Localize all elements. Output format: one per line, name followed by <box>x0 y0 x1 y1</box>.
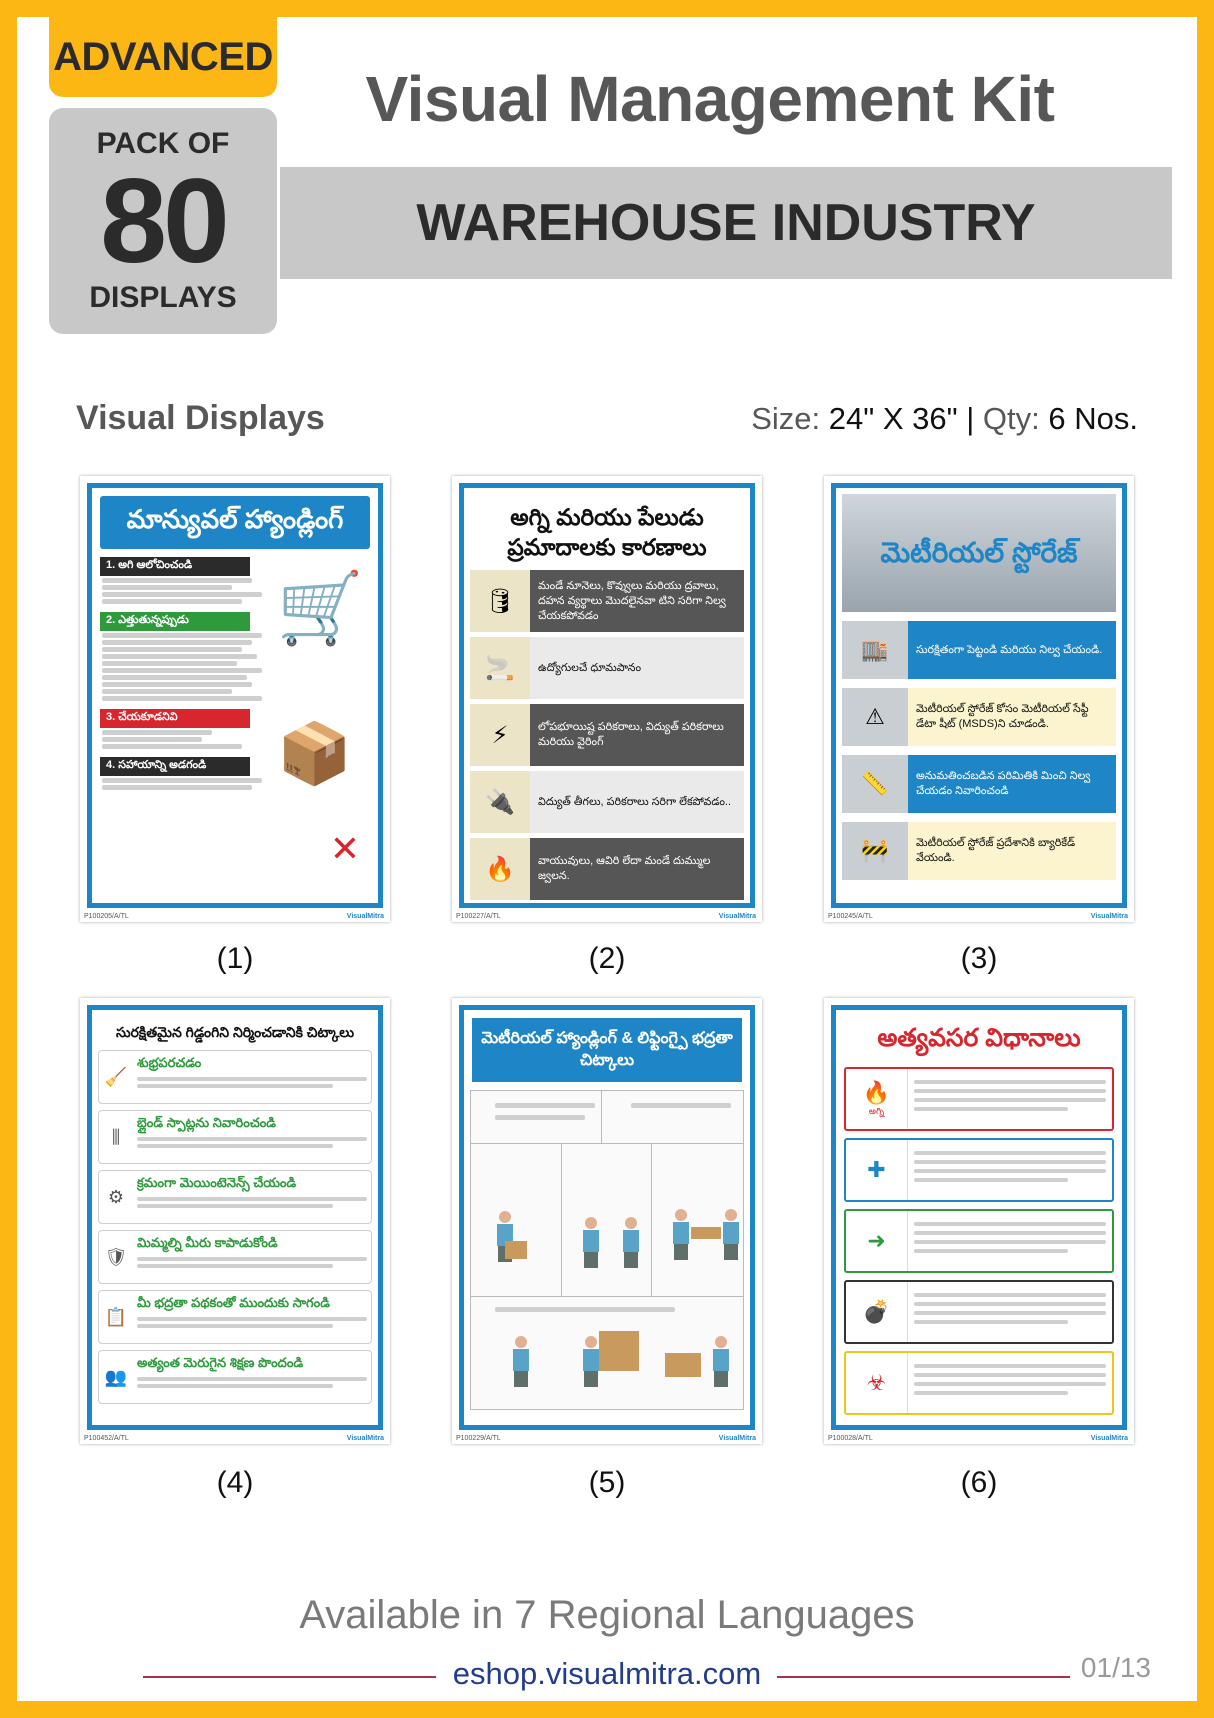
poster-caption-4: (4) <box>216 1466 254 1499</box>
qty-label: Qty: <box>982 401 1040 436</box>
cleaning-icon: 🧹 <box>104 1066 128 1087</box>
category-label: అగ్ని <box>868 1105 885 1116</box>
poster-4[interactable] <box>80 998 390 1444</box>
poster-section: 4. సహాయాన్ని అడగండి <box>100 757 250 776</box>
msds-icon: ⚠ <box>842 688 908 746</box>
industry-banner: WAREHOUSE INDUSTRY <box>280 167 1172 279</box>
poster-2[interactable] <box>452 476 762 922</box>
poster-3[interactable] <box>824 476 1134 922</box>
oil-can-icon: 🛢 <box>470 570 530 632</box>
poster-brand: VisualMitra <box>1090 1435 1128 1442</box>
tip-heading: క్రమంగా మెయింటెనెన్స్ చేయండి <box>137 1175 297 1190</box>
poster-row-text: ఉద్యోగులచే ధూమపానం <box>530 637 744 699</box>
poster-title: మెటీరియల్ స్టోరేజ్ <box>842 494 1116 612</box>
smoking-icon: 🚬 <box>470 637 530 699</box>
poster-1[interactable] <box>80 476 390 922</box>
gear-icon: ⚙ <box>107 1186 125 1207</box>
size-qty-info <box>751 401 1138 437</box>
poster-section: 2. ఎత్తుతున్నప్పుడు <box>100 612 250 631</box>
poster-title: సురక్షితమైన గిడ్డంగిని నిర్మించడానికి చిట్కాలు <box>115 1024 355 1040</box>
main-title: Visual Management Kit <box>365 63 1055 135</box>
poster-row-text: మండే నూనెలు, కొవ్వులు మరియు ద్రవాలు, దహన వ్యర్థాలు మొదలైనవా టిని సరిగా నిల్వ చేయకపోవడం <box>530 570 744 632</box>
tip-heading: శుభ్రపరచడం <box>137 1055 202 1070</box>
training-icon: 👥 <box>104 1366 128 1387</box>
tip-heading: మిమ్మల్ని మీరు కాపాడుకోండి <box>137 1235 278 1250</box>
cross-icon: ✕ <box>329 828 360 869</box>
bomb-icon: 💣 <box>846 1282 908 1342</box>
poster-code: P100229/A/TL <box>456 1435 501 1442</box>
qty-value: 6 Nos. <box>1048 401 1138 436</box>
advanced-badge: ADVANCED <box>49 17 277 97</box>
worker-cart-illustration: 🛒 <box>276 569 364 647</box>
wires-icon: 🔌 <box>470 771 530 833</box>
poster-row-text: మెటీరియల్ స్టోరేజ్ కోసం మెటీరియల్ సేఫ్టీ డేటా షీట్ (MSDS)ని చూడండి. <box>908 688 1116 746</box>
poster-caption-3: (3) <box>960 942 998 975</box>
displays-label: DISPLAYS <box>89 281 237 314</box>
lifting-tips-grid <box>470 1090 744 1410</box>
poster-code: P100227/A/TL <box>456 913 501 920</box>
size-label: Size: <box>751 401 821 436</box>
poster-caption-2: (2) <box>588 942 626 975</box>
poster-title: అత్యవసర విధానాలు <box>877 1024 1081 1052</box>
shop-link[interactable]: eshop.visualmitra.com <box>452 1656 762 1691</box>
poster-section: 1. అగి ఆలోచించండి <box>100 557 250 576</box>
section-title: Visual Displays <box>76 399 325 437</box>
size-value: 24" X 36" <box>828 401 958 436</box>
pack-badge <box>49 108 277 334</box>
poster-brand: VisualMitra <box>718 913 756 920</box>
separator: | <box>966 401 975 436</box>
languages-note: Available in 7 Regional Languages <box>299 1593 915 1637</box>
poster-section: 3. చేయకూడనివి <box>100 709 250 728</box>
shelf-icon: 🏬 <box>842 621 908 679</box>
poster-caption-5: (5) <box>588 1466 626 1499</box>
poster-title: మాన్యువల్ హ్యాండ్లింగ్ <box>100 496 370 549</box>
hazard-icon: ☣ <box>846 1353 908 1413</box>
poster-brand: VisualMitra <box>346 913 384 920</box>
fire-icon: 🔥 అగ్ని <box>846 1069 908 1129</box>
worker-box-illustration: 📦 <box>277 720 352 787</box>
page-number: 01/13 <box>1080 1652 1151 1683</box>
poster-caption-1: (1) <box>216 942 254 975</box>
exit-icon: ➜ <box>846 1211 908 1271</box>
poster-code: P100028/A/TL <box>828 1435 873 1442</box>
height-limit-icon: 📏 <box>842 755 908 813</box>
plan-icon: 📋 <box>104 1306 128 1327</box>
poster-row-text: సురక్షితంగా పెట్టండి మరియు నిల్వ చేయండి. <box>908 621 1116 679</box>
poster-brand: VisualMitra <box>718 1435 756 1442</box>
poster-title: అగ్ని మరియు పేలుడు ప్రమాదాలకు కారణాలు <box>507 504 707 560</box>
spark-icon: ⚡ <box>470 704 530 766</box>
poster-code: P100205/A/TL <box>84 913 129 920</box>
poster-row-text: మెటీరియల్ స్టోరేజ్ ప్రదేశానికి బ్యారికేడ్ వేయండి. <box>908 822 1116 880</box>
shield-icon: 🛡 <box>104 1246 128 1267</box>
poster-brand: VisualMitra <box>346 1435 384 1442</box>
pack-of-label: PACK OF <box>96 127 230 160</box>
road-icon: ⫼ <box>111 1126 121 1147</box>
poster-row-text: విద్యుత్ తీగలు, పరికరాలు సరిగా లేకపోవడం.. <box>530 771 744 833</box>
poster-code: P100452/A/TL <box>84 1435 129 1442</box>
pack-count: 80 <box>100 154 226 288</box>
poster-row-text: లోపభూయిష్ట పరికరాలు, విద్యుత్ పరికరాలు మరియు వైరింగ్ <box>530 704 744 766</box>
poster-6[interactable] <box>824 998 1134 1444</box>
poster-code: P100245/A/TL <box>828 913 873 920</box>
tip-heading: అత్యంత మెరుగైన శిక్షణ పొందండి <box>137 1355 304 1370</box>
fire-icon: 🔥 <box>470 838 530 900</box>
medical-icon: ✚ <box>846 1140 908 1200</box>
poster-brand: VisualMitra <box>1090 913 1128 920</box>
barricade-icon: 🚧 <box>842 822 908 880</box>
poster-row-text: అనుమతించబడిన పరిమితికి మించి నిల్వ చేయడం నివారించండి <box>908 755 1116 813</box>
tip-heading: బ్లైండ్ స్పాట్లను నివారించండి <box>137 1115 276 1130</box>
poster-title: మెటీరియల్ హ్యాండ్లింగ్ & లిఫ్టింగ్పై భద్రతా చిట్కాలు <box>472 1018 742 1082</box>
poster-5[interactable] <box>452 998 762 1444</box>
poster-caption-6: (6) <box>960 1466 998 1499</box>
poster-row-text: వాయువులు, ఆవిరి లేదా మండే దుమ్ముల జ్వలన. <box>530 838 744 900</box>
tip-heading: మీ భద్రతా పథకంతో ముందుకు సాగండి <box>137 1295 330 1310</box>
